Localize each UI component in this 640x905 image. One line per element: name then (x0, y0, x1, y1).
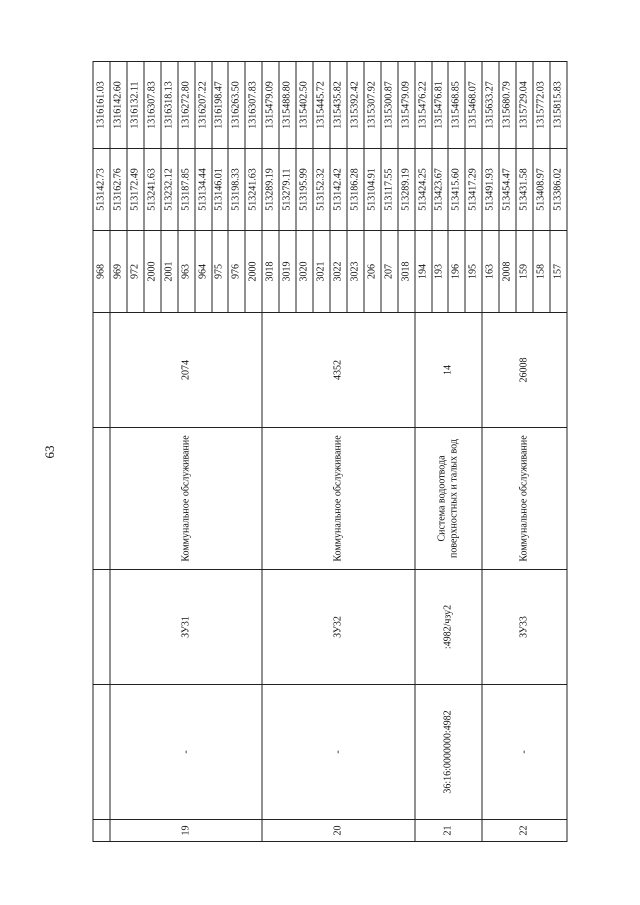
land-use-cell: Система водоотвода поверхностных и талых вод (415, 428, 483, 570)
point-number-cell: 193 (432, 231, 449, 313)
y-coordinate-cell: 1315772.03 (533, 62, 550, 149)
x-coordinate-cell: 513186.28 (347, 149, 364, 231)
x-coordinate-cell: 513289.19 (398, 149, 415, 231)
point-number-cell: 206 (364, 231, 381, 313)
point-number-cell: 194 (415, 231, 432, 313)
point-number-cell: 975 (212, 231, 229, 313)
y-coordinate-cell: 1315476.22 (415, 62, 432, 149)
y-coordinate-cell: 1315479.09 (262, 62, 279, 149)
y-coordinate-cell: 1315479.09 (398, 62, 415, 149)
y-coordinate-cell: 1316318.13 (161, 62, 178, 149)
point-number-cell: 2008 (499, 231, 516, 313)
point-number-cell: 3020 (296, 231, 313, 313)
land-use-cell: Коммунальное обслуживание (262, 428, 414, 570)
empty-cell (93, 428, 110, 570)
point-number-cell: 3022 (330, 231, 347, 313)
empty-cell (93, 313, 110, 428)
y-coordinate-cell: 1315468.07 (465, 62, 482, 149)
y-coordinate-cell: 1315729.04 (516, 62, 533, 149)
point-number-cell: 157 (550, 231, 567, 313)
y-coordinate-cell: 1315468.85 (448, 62, 465, 149)
y-coordinate-cell: 1315488.80 (279, 62, 296, 149)
x-coordinate-cell: 513454.47 (499, 149, 516, 231)
point-number-cell: 3019 (279, 231, 296, 313)
point-number-cell: 159 (516, 231, 533, 313)
y-coordinate-cell: 1316307.83 (144, 62, 161, 149)
area-cell: 4352 (262, 313, 414, 428)
table-row (415, 62, 432, 842)
table-row (110, 62, 127, 842)
y-coordinate-cell: 1315300.87 (381, 62, 398, 149)
y-coordinate-cell: 1316132.11 (127, 62, 144, 149)
point-number-cell: 964 (195, 231, 212, 313)
area-cell: 26008 (482, 313, 567, 428)
x-coordinate-cell: 513195.99 (296, 149, 313, 231)
page-number: 63 (42, 445, 57, 459)
x-coordinate-cell: 513146.01 (212, 149, 229, 231)
x-coordinate-cell: 513415.60 (448, 149, 465, 231)
x-coordinate-cell: 513491.93 (482, 149, 499, 231)
point-number-cell: 3021 (313, 231, 330, 313)
point-number-cell: 163 (482, 231, 499, 313)
y-coordinate-cell: 1315307.92 (364, 62, 381, 149)
y-coordinate-cell: 1315402.50 (296, 62, 313, 149)
y-coordinate-cell: 1315815.83 (550, 62, 567, 149)
point-number-cell: 2001 (161, 231, 178, 313)
point-number-cell: 2000 (245, 231, 262, 313)
point-number-cell: 969 (110, 231, 127, 313)
zone-id-cell: ЗУ33 (482, 570, 567, 685)
x-coordinate-cell: 513162.76 (110, 149, 127, 231)
point-number-cell: 196 (448, 231, 465, 313)
point-number-cell: 968 (93, 231, 110, 313)
zone-id-cell: ЗУ32 (262, 570, 414, 685)
x-coordinate-cell: 513423.67 (432, 149, 449, 231)
point-number-cell: 207 (381, 231, 398, 313)
cadastral-number-cell: - (110, 685, 262, 820)
x-coordinate-cell: 513142.73 (93, 149, 110, 231)
land-use-cell: Коммунальное обслуживание (482, 428, 567, 570)
x-coordinate-cell: 513424.25 (415, 149, 432, 231)
point-number-cell: 976 (228, 231, 245, 313)
x-coordinate-cell: 513386.02 (550, 149, 567, 231)
continuation-row (93, 62, 110, 842)
row-number-cell: 20 (262, 820, 414, 842)
y-coordinate-cell: 1315680.79 (499, 62, 516, 149)
land-use-cell: Коммунальное обслуживание (110, 428, 262, 570)
y-coordinate-cell: 1315633.27 (482, 62, 499, 149)
cadastral-number-cell: - (482, 685, 567, 820)
x-coordinate-cell: 513104.91 (364, 149, 381, 231)
x-coordinate-cell: 513172.49 (127, 149, 144, 231)
point-number-cell: 3018 (398, 231, 415, 313)
empty-cell (93, 570, 110, 685)
y-coordinate-cell: 1316207.22 (195, 62, 212, 149)
x-coordinate-cell: 513431.58 (516, 149, 533, 231)
table-row (262, 62, 279, 842)
y-coordinate-cell: 1316272.80 (178, 62, 195, 149)
point-number-cell: 963 (178, 231, 195, 313)
x-coordinate-cell: 513408.97 (533, 149, 550, 231)
point-number-cell: 3023 (347, 231, 364, 313)
coordinates-table (93, 61, 568, 842)
y-coordinate-cell: 1316198.47 (212, 62, 229, 149)
y-coordinate-cell: 1316161.03 (93, 62, 110, 149)
x-coordinate-cell: 513117.55 (381, 149, 398, 231)
x-coordinate-cell: 513152.32 (313, 149, 330, 231)
cadastral-number-cell: - (262, 685, 414, 820)
area-cell: 14 (415, 313, 483, 428)
y-coordinate-cell: 1315476.81 (432, 62, 449, 149)
zone-id-cell: ЗУ31 (110, 570, 262, 685)
x-coordinate-cell: 513198.33 (228, 149, 245, 231)
empty-cell (93, 820, 110, 842)
y-coordinate-cell: 1315435.82 (330, 62, 347, 149)
y-coordinate-cell: 1316263.50 (228, 62, 245, 149)
row-number-cell: 21 (415, 820, 483, 842)
y-coordinate-cell: 1316307.83 (245, 62, 262, 149)
x-coordinate-cell: 513232.12 (161, 149, 178, 231)
point-number-cell: 2000 (144, 231, 161, 313)
zone-id-cell: :4982/чзу2 (415, 570, 483, 685)
cadastral-number-cell: 36:16:0000000:4982 (415, 685, 483, 820)
row-number-cell: 22 (482, 820, 567, 842)
empty-cell (93, 685, 110, 820)
x-coordinate-cell: 513241.63 (144, 149, 161, 231)
point-number-cell: 158 (533, 231, 550, 313)
point-number-cell: 972 (127, 231, 144, 313)
x-coordinate-cell: 513417.29 (465, 149, 482, 231)
x-coordinate-cell: 513187.85 (178, 149, 195, 231)
point-number-cell: 3018 (262, 231, 279, 313)
x-coordinate-cell: 513289.19 (262, 149, 279, 231)
table-row (482, 62, 499, 842)
point-number-cell: 195 (465, 231, 482, 313)
y-coordinate-cell: 1315392.42 (347, 62, 364, 149)
y-coordinate-cell: 1315445.72 (313, 62, 330, 149)
coordinates-table-rotated (93, 62, 568, 842)
x-coordinate-cell: 513279.11 (279, 149, 296, 231)
y-coordinate-cell: 1316142.60 (110, 62, 127, 149)
x-coordinate-cell: 513142.42 (330, 149, 347, 231)
row-number-cell: 19 (110, 820, 262, 842)
x-coordinate-cell: 513241.63 (245, 149, 262, 231)
area-cell: 2074 (110, 313, 262, 428)
x-coordinate-cell: 513134.44 (195, 149, 212, 231)
